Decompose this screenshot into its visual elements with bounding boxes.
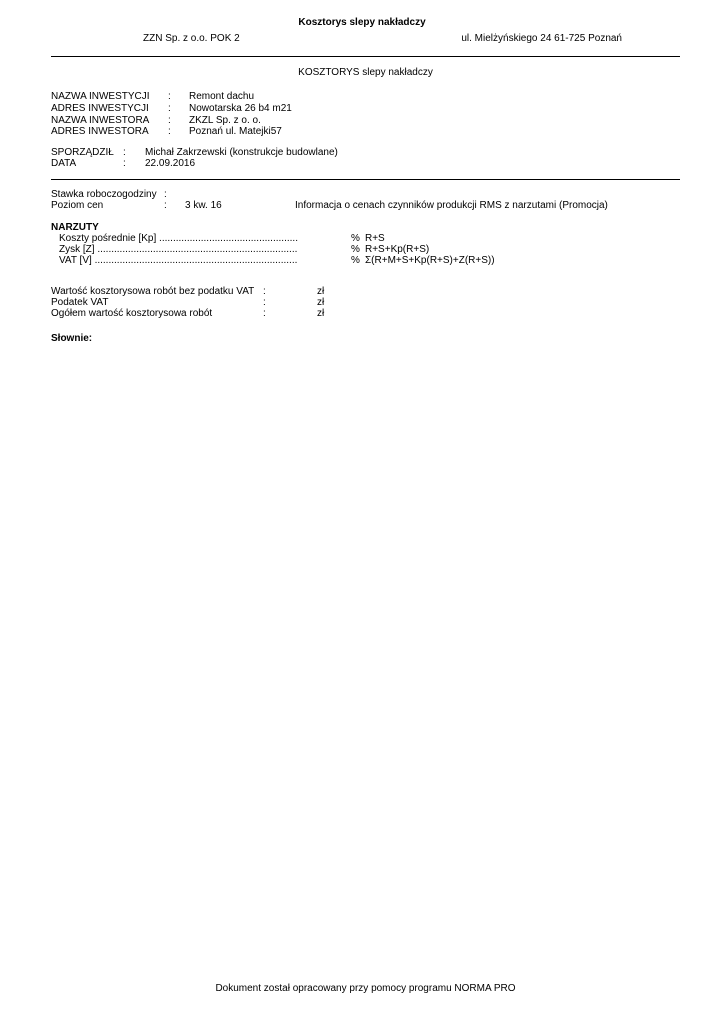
field-label: NAZWA INWESTYCJI xyxy=(51,91,150,102)
in-words-heading: Słownie: xyxy=(51,333,93,344)
page-header-title: Kosztorys slepy nakładczy xyxy=(298,17,426,28)
total-unit: zł xyxy=(317,297,325,308)
hourly-rate-label: Stawka roboczogodziny xyxy=(51,189,157,200)
price-level-label: Poziom cen xyxy=(51,200,104,211)
field-value: Nowotarska 26 b4 m21 xyxy=(189,103,292,114)
price-info: Informacja o cenach czynników produkcji RMS z narzutami (Promocja) xyxy=(295,200,608,211)
total-unit: zł xyxy=(317,286,325,297)
field-separator: : xyxy=(168,126,171,137)
page-footer: Dokument został opracowany przy pomocy programu NORMA PRO xyxy=(215,983,516,994)
header-divider xyxy=(51,56,680,57)
markup-unit: % xyxy=(351,233,360,244)
field-label: NAZWA INWESTORA xyxy=(51,115,150,126)
markups-heading: NARZUTY xyxy=(51,222,99,233)
section-divider xyxy=(51,179,680,180)
markup-formula: Σ(R+M+S+Kp(R+S)+Z(R+S)) xyxy=(365,255,495,266)
total-separator: : xyxy=(263,286,266,297)
total-label: Ogółem wartość kosztorysowa robót xyxy=(51,308,213,319)
total-label: Podatek VAT xyxy=(51,297,109,308)
markup-unit: % xyxy=(351,244,360,255)
field-value: Remont dachu xyxy=(189,91,255,102)
field-separator: : xyxy=(123,158,126,169)
field-label: ADRES INWESTORA xyxy=(51,126,149,137)
field-label: DATA xyxy=(51,158,77,169)
field-value: Michał Zakrzewski (konstrukcje budowlane) xyxy=(145,147,338,158)
field-value: 22.09.2016 xyxy=(145,158,196,169)
field-label: ADRES INWESTYCJI xyxy=(51,103,149,114)
markup-formula: R+S+Kp(R+S) xyxy=(365,244,430,255)
markup-label: Koszty pośrednie [Kp] .................................................. xyxy=(59,233,298,244)
field-value: ZKZL Sp. z o. o. xyxy=(189,115,261,126)
field-separator: : xyxy=(168,115,171,126)
markup-formula: R+S xyxy=(365,233,385,244)
total-separator: : xyxy=(263,308,266,319)
total-unit: zł xyxy=(317,308,325,319)
field-separator: : xyxy=(168,103,171,114)
field-value: Poznań ul. Matejki57 xyxy=(189,126,282,137)
document-title: KOSZTORYS slepy nakładczy xyxy=(298,67,433,78)
price-level-value: 3 kw. 16 xyxy=(185,200,222,211)
total-label: Wartość kosztorysowa robót bez podatku VAT xyxy=(51,286,255,297)
total-separator: : xyxy=(263,297,266,308)
markup-label: Zysk [Z] ........................................................................ xyxy=(59,244,298,255)
field-separator: : xyxy=(168,91,171,102)
field-label: SPORZĄDZIŁ xyxy=(51,147,114,158)
header-address: ul. Mielżyńskiego 24 61-725 Poznań xyxy=(461,33,622,44)
markup-label: VAT [V] ......................................................................... xyxy=(59,255,298,266)
header-company: ZZN Sp. z o.o. POK 2 xyxy=(143,33,240,44)
field-separator: : xyxy=(123,147,126,158)
price-level-separator: : xyxy=(164,200,167,211)
hourly-rate-separator: : xyxy=(164,189,167,200)
markup-unit: % xyxy=(351,255,360,266)
